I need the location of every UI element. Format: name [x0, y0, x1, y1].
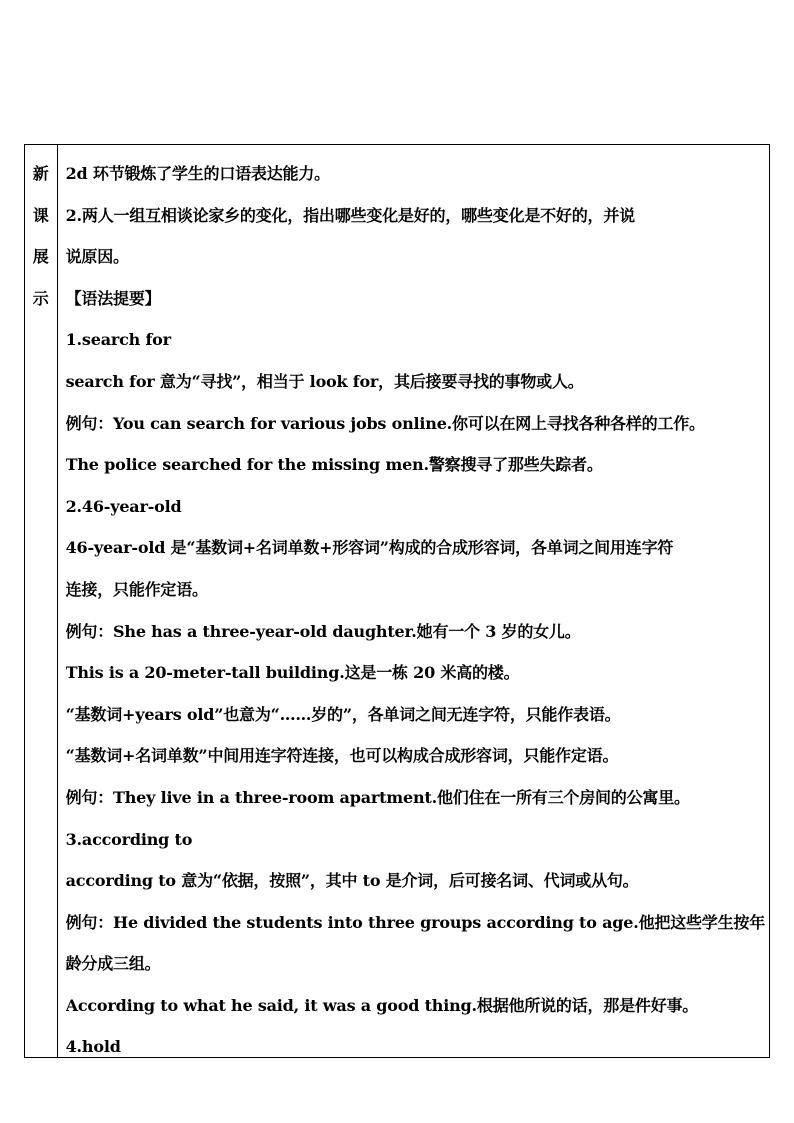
section-label-column — [25, 145, 58, 1057]
text-line: 说原因。 — [65, 247, 129, 267]
text-line: 例句：They live in a three-room apartment.他们住在一所有三个房间的公寓里。 — [65, 787, 690, 807]
text-line: 2.两人一组互相谈论家乡的变化，指出哪些变化是好的，哪些变化是不好的，并说 — [65, 205, 635, 225]
text-line: 连接，只能作定语。 — [65, 579, 208, 599]
text-line: search for 意为“寻找”，相当于 look for，其后接要寻找的事物或人。 — [65, 371, 584, 391]
lesson-table — [24, 144, 770, 1058]
text-line: The police searched for the missing men.警察搜寻了那些失踪者。 — [65, 455, 603, 475]
section-label-char: 新 — [32, 164, 49, 183]
text-line: 46-year-old 是“基数词+名词单数+形容词”构成的合成形容词，各单词之间用连字符 — [65, 538, 674, 558]
text-line: 龄分成三组。 — [65, 954, 161, 974]
text-line: 2d 环节锻炼了学生的口语表达能力。 — [65, 164, 330, 183]
text-line: 例句：She has a three-year-old daughter.她有一个 3 岁的女儿。 — [65, 621, 581, 641]
text-line: 3.according to — [65, 829, 193, 849]
text-line: 2.46-year-old — [65, 496, 182, 516]
text-line: “基数词+years old”也意为“……岁的”，各单词之间无连字符，只能作表语。 — [65, 704, 621, 724]
text-line: 4.hold — [65, 1037, 121, 1057]
text-line: This is a 20-meter-tall building.这是一栋 20 米高的楼。 — [65, 663, 520, 683]
section-label-char: 课 — [32, 205, 49, 225]
text-line: According to what he said, it was a good thing.根据他所说的话，那是件好事。 — [65, 995, 699, 1015]
section-label-char: 示 — [32, 288, 49, 308]
grammar-heading: 【语法提要】 — [65, 288, 161, 308]
text-line: “基数词+名词单数”中间用连字符连接，也可以构成合成形容词，只能作定语。 — [65, 746, 619, 766]
text-line: 例句：You can search for various jobs online.你可以在网上寻找各种各样的工作。 — [65, 413, 705, 433]
text-line: according to 意为“依据，按照”，其中 to 是介词，后可接名词、代词或从句。 — [65, 871, 639, 891]
section-label-char: 展 — [32, 247, 49, 267]
text-line: 例句：He divided the students into three groups according to age.他把这些学生按年 — [65, 912, 765, 932]
lesson-content — [58, 145, 769, 1057]
text-line: 1.search for — [65, 330, 171, 350]
